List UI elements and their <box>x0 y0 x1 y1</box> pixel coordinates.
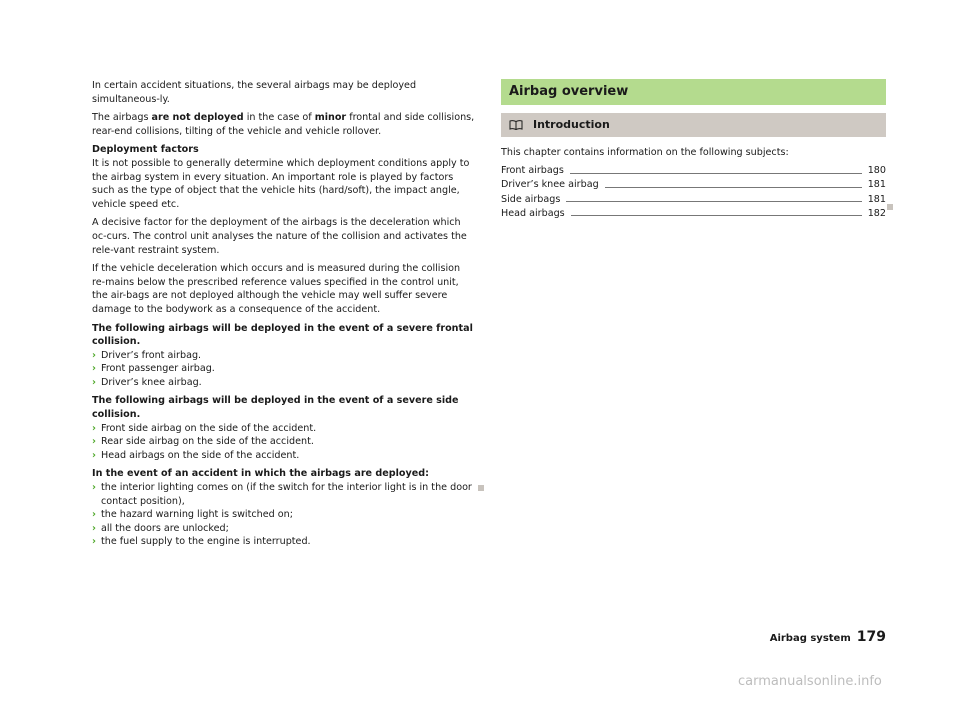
list-item <box>92 449 476 463</box>
toc-label: Front airbags <box>501 165 564 177</box>
chevron-right-icon: › <box>92 363 96 375</box>
watermark: carmanualsonline.info <box>738 674 882 689</box>
toc-leader <box>571 215 862 216</box>
item-text: the hazard warning light is switched on; <box>101 509 293 521</box>
heading: Deployment factors <box>92 144 199 156</box>
page-number: 179 <box>856 629 886 645</box>
paragraph-simultaneous: In certain accident situations, the several airbags may be deployed simultaneous-ly. <box>92 80 417 105</box>
item-text: Driver’s knee airbag. <box>101 376 202 388</box>
toc-label: Driver’s knee airbag <box>501 179 599 191</box>
list-item <box>92 435 476 449</box>
book-icon <box>509 119 523 131</box>
text: The airbags <box>92 112 152 124</box>
end-square-icon <box>887 204 893 210</box>
intro-text: This chapter contains information on the following subjects: <box>501 147 789 158</box>
item-text: Rear side airbag on the side of the accident. <box>101 436 314 448</box>
item-text: Head airbags on the side of the accident. <box>101 449 300 461</box>
chevron-right-icon: › <box>92 449 96 461</box>
list-item <box>92 481 476 508</box>
toc-list <box>501 164 886 221</box>
text: in the case of <box>243 112 315 124</box>
paragraph-not-deployed <box>92 111 476 138</box>
end-square-icon <box>478 485 484 491</box>
paragraph-deceleration: A decisive factor for the deployment of the airbags is the deceleration which oc-curs. The control unit analyses the nature of the collision and activates the rele-vant restraint system. <box>92 217 467 256</box>
side-collision-block <box>92 394 476 462</box>
list-item <box>92 362 476 376</box>
page-footer <box>770 629 886 645</box>
chevron-right-icon: › <box>92 536 96 548</box>
toc-leader <box>566 201 861 202</box>
toc-row[interactable] <box>501 206 886 220</box>
left-column <box>92 79 476 549</box>
toc-row[interactable] <box>501 178 886 192</box>
toc-label: Head airbags <box>501 207 565 219</box>
item-text: the interior lighting comes on (if the switch for the interior light is in the door contact position), <box>101 482 472 507</box>
item-text: Front passenger airbag. <box>101 363 215 375</box>
subsection-title: Introduction <box>533 118 610 132</box>
item-text: the fuel supply to the engine is interrupted. <box>101 536 311 548</box>
item-text: Front side airbag on the side of the accident. <box>101 422 317 434</box>
emphasis: minor <box>314 112 347 124</box>
chevron-right-icon: › <box>92 509 96 521</box>
emphasis: are not deployed <box>151 112 244 124</box>
subsection-header <box>501 113 886 137</box>
chevron-right-icon: › <box>92 422 96 434</box>
list-item <box>92 522 476 536</box>
list-item <box>92 535 476 549</box>
toc-leader <box>605 187 862 188</box>
right-column <box>501 79 886 220</box>
block-heading: In the event of an accident in which the airbags are deployed: <box>92 468 429 480</box>
footer-section: Airbag system <box>769 633 851 644</box>
toc-row[interactable] <box>501 192 886 206</box>
chevron-right-icon: › <box>92 482 96 494</box>
chevron-right-icon: › <box>92 376 96 388</box>
frontal-collision-block <box>92 322 476 390</box>
chevron-right-icon: › <box>92 349 96 361</box>
item-text: all the doors are unlocked; <box>101 522 229 534</box>
block-heading: The following airbags will be deployed in the event of a severe frontal collision. <box>92 322 473 348</box>
section-title: Airbag overview <box>501 79 886 105</box>
chevron-right-icon: › <box>92 522 96 534</box>
block-heading: The following airbags will be deployed in the event of a severe side collision. <box>92 395 459 421</box>
list-item <box>92 349 476 363</box>
item-text: Driver’s front airbag. <box>101 349 202 361</box>
toc-row[interactable] <box>501 164 886 178</box>
chevron-right-icon: › <box>92 436 96 448</box>
airbags-deployed-block <box>92 467 476 549</box>
deployment-factors <box>92 143 476 211</box>
toc-page: 182 <box>867 207 886 219</box>
toc-page: 180 <box>867 165 886 177</box>
paragraph-reference-values: If the vehicle deceleration which occurs and is measured during the collision re-mains below the prescribed reference values specified in the control unit, the air-bags are not deployed although the vehicle may well suffer severe damage to the bodywork as a consequence of the accident. <box>92 263 461 315</box>
toc-label: Side airbags <box>501 193 561 205</box>
text: frontal and side collisions, rear-end collisions, tilting of the vehicle and vehicle rollover. <box>92 112 475 137</box>
toc-page: 181 <box>867 179 886 191</box>
text: It is not possible to generally determine which deployment conditions apply to the airbag system in every situation. An important role is played by factors such as the type of object that the vehicle hits (hard/soft), the impact angle, vehicle speed etc. <box>92 157 470 210</box>
list-item <box>92 422 476 436</box>
toc-page: 181 <box>867 193 886 205</box>
list-item <box>92 508 476 522</box>
toc-leader <box>570 173 862 174</box>
list-item <box>92 376 476 390</box>
